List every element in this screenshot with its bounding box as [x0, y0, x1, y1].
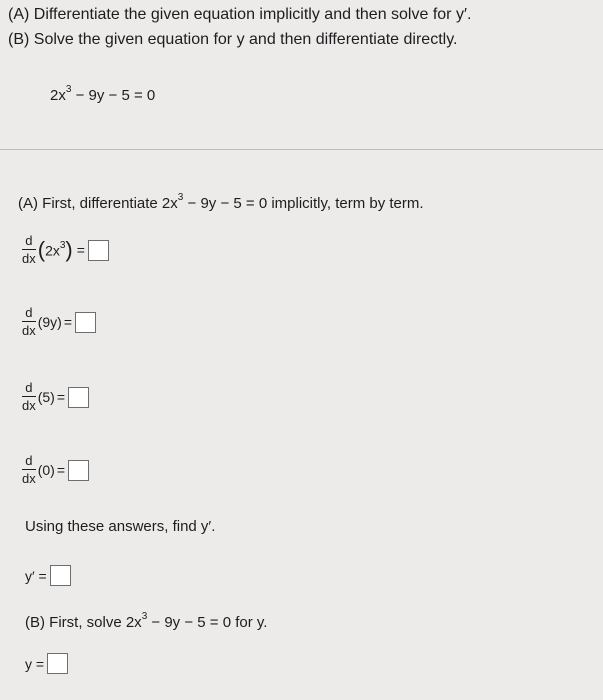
part-a-prompt-end: − 9y − 5 = 0 implicitly, term by term. — [183, 195, 424, 212]
part-a-prompt-start: (A) First, differentiate 2x — [18, 195, 178, 212]
yprime-label: y′ = — [25, 567, 47, 584]
part-b-prompt-end: − 9y − 5 = 0 for y. — [147, 614, 268, 631]
equation-exponent: 3 — [65, 84, 72, 95]
derivative-row-term4: $\frac{d}{dx}$ (0) = — [22, 453, 89, 487]
term2-expression: (9y) — [37, 314, 62, 330]
answer-box-term3[interactable] — [68, 387, 89, 408]
part-a-prompt-exponent: 3 — [177, 192, 184, 203]
derivative-operator: $\frac{d}{dx}$ — [22, 305, 36, 338]
part-b-prompt-start: (B) First, solve 2x — [25, 614, 142, 631]
part-b-prompt — [25, 613, 267, 631]
answer-box-term1[interactable] — [88, 240, 109, 261]
term3-expression: (5) — [37, 389, 55, 405]
section-divider — [0, 149, 603, 150]
term1-expression: $2x^3$ — [45, 239, 66, 259]
derivative-row-term2: $\frac{d}{dx}$ (9y) = — [22, 305, 96, 339]
given-equation — [50, 86, 155, 104]
part-a-prompt — [18, 194, 424, 212]
derivative-operator: $\frac{d}{dx}$ — [22, 380, 36, 413]
term4-expression: (0) — [37, 462, 55, 478]
equation-base: 2x — [50, 87, 66, 104]
answer-box-term4[interactable] — [68, 460, 89, 481]
derivative-row-term1: $\frac{d}{dx}$ ( $2x^3$ ) = — [22, 233, 109, 267]
instruction-a: (A) Differentiate the given equation implicitly and then solve for y′. — [8, 6, 472, 23]
instruction-b: (B) Solve the given equation for y and then differentiate directly. — [8, 31, 458, 48]
answer-box-term2[interactable] — [75, 312, 96, 333]
derivative-operator: $\frac{d}{dx}$ — [22, 453, 36, 486]
answer-box-yprime[interactable] — [50, 565, 71, 586]
part-b-prompt-exponent: 3 — [141, 611, 148, 622]
equation-rest: − 9y − 5 = 0 — [71, 87, 156, 104]
find-yprime-prompt: Using these answers, find y′. — [25, 518, 216, 535]
y-label: y = — [25, 655, 45, 672]
derivative-row-term3: $\frac{d}{dx}$ (5) = — [22, 380, 89, 414]
yprime-row — [25, 565, 71, 586]
answer-box-y[interactable] — [47, 653, 68, 674]
y-row — [25, 653, 68, 674]
derivative-operator: $\frac{d}{dx}$ — [22, 233, 36, 266]
